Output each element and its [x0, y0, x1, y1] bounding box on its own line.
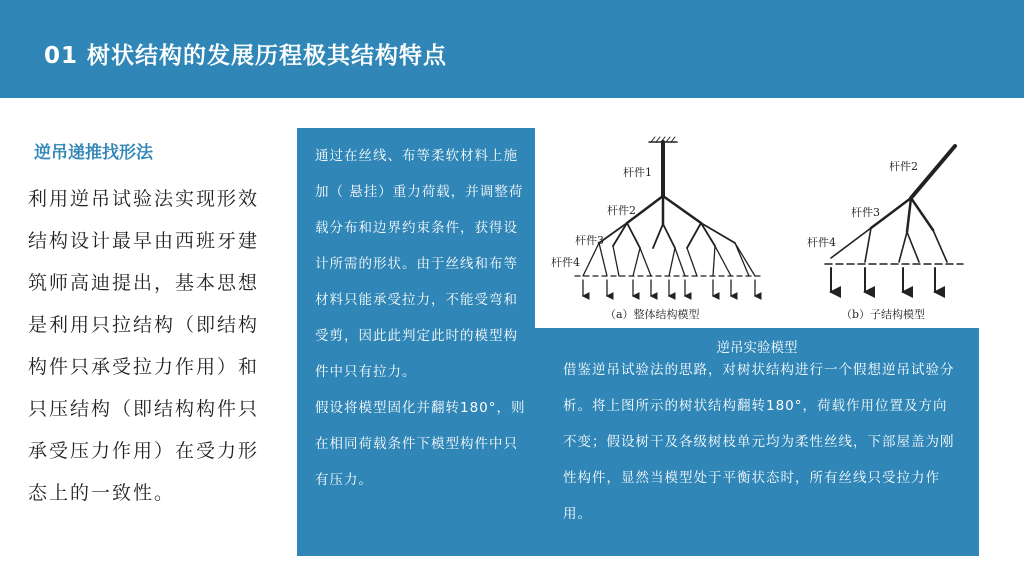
- middle-text: [315, 138, 527, 498]
- figure-caption: 逆吊实验模型: [716, 340, 798, 356]
- header-bar: [0, 0, 1024, 98]
- label-b-member4: 杆件4: [807, 236, 836, 249]
- middle-paragraph-1: 通过在丝线、布等柔软材料上施加（ 悬挂）重力荷载，并调整荷载分布和边界约束条件，获得设计所需的形状。由于丝线和布等材料只能承受拉力，不能受弯和受剪，因此此判定此时的模型构件中只有拉力。: [315, 148, 524, 380]
- left-body-text: 利用逆吊试验法实现形效结构设计最早由西班牙建筑师高迪提出，基本思想是利用只拉结构（即结构构件只承受拉力作用）和只压结构（即结构构件只承受压力作用）在受力形态上的一致性。: [28, 188, 260, 504]
- caption-a: （a）整体结构模型: [605, 308, 700, 321]
- label-b-member3: 杆件3: [851, 206, 880, 219]
- caption-b: （b）子结构模型: [841, 308, 926, 321]
- label-a-member4: 杆件4: [551, 256, 580, 269]
- tree-structure-figure: [535, 128, 979, 328]
- tree-structure-diagram: [535, 128, 979, 328]
- slide-title: 01 树状结构的发展历程极其结构特点: [44, 43, 448, 69]
- label-a-member3: 杆件3: [575, 234, 604, 247]
- middle-paragraph-2: 假设将模型固化并翻转180°，则在相同荷载条件下模型构件中只有压力。: [315, 400, 526, 488]
- label-b-member2: 杆件2: [889, 160, 918, 173]
- label-a-member2: 杆件2: [607, 204, 636, 217]
- label-a-member1: 杆件1: [623, 166, 652, 179]
- section-title: 逆吊递推找形法: [34, 143, 153, 163]
- right-body-text: 借鉴逆吊试验法的思路，对树状结构进行一个假想逆吊试验分析。将上图所示的树状结构翻转180°，荷载作用位置及方向不变；假设树干及各级树枝单元均为柔性丝线，下部屋盖为刚性构件，显然当模型处于平衡状态时，所有丝线只受拉力作用。: [563, 362, 955, 522]
- whole-structure-model: [575, 137, 761, 296]
